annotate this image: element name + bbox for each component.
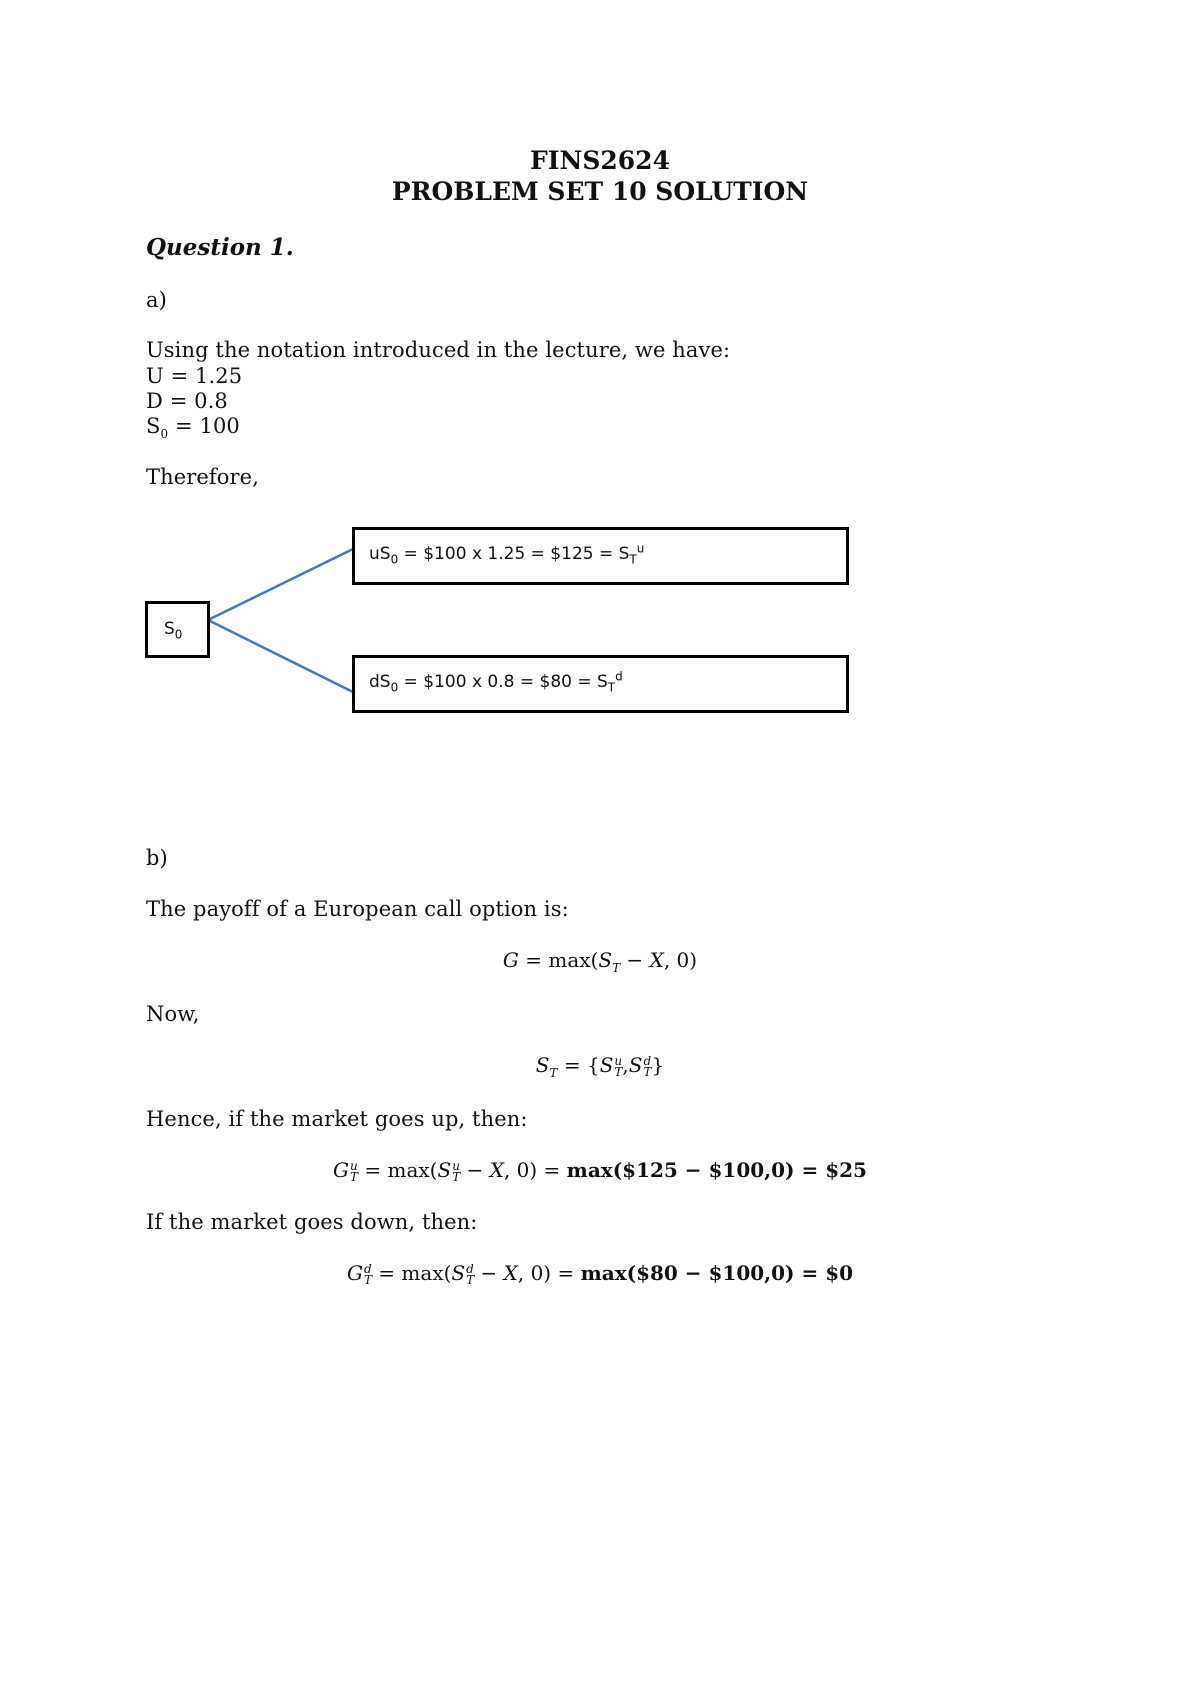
payoff-intro: The payoff of a European call option is: [146,897,569,921]
down-superscript: d [615,669,623,684]
up-payoff-formula: G u T = max(S u T − X, 0) = max($125 − $100,0) = $25 [333,1158,867,1184]
therefore-text: Therefore, [146,465,259,489]
up-prefix-subscript: 0 [390,552,399,567]
now-text: Now, [146,1002,200,1026]
document-title: PROBLEM SET 10 SOLUTION [391,177,809,206]
down-node-label [369,669,623,695]
s0-subscript: 0 [160,427,169,442]
down-node-box [352,655,849,713]
s0-value: = 100 [168,414,240,438]
param-d: D = 0.8 [146,389,228,413]
up-subscript: T [629,552,637,567]
part-b-label: b) [146,846,168,870]
course-code: FINS2624 [530,146,670,175]
down-payoff-formula: G d T = max(S d T − X, 0) = max($80 − $100,0) = $0 [346,1261,854,1287]
s0-symbol: S [146,414,161,438]
param-u: U = 1.25 [146,364,243,388]
up-prefix: uS [369,544,391,564]
down-equation: = $100 x 0.8 = $80 = S [398,672,608,692]
st-formula: $S_T = \{S$ u T ,S d T } [535,1053,665,1080]
root-subscript: 0 [174,627,183,642]
up-node-box [352,527,849,585]
root-symbol: S [164,619,175,639]
down-branch-line [208,620,355,693]
up-market-intro: Hence, if the market goes up, then: [146,1107,528,1131]
down-prefix-subscript: 0 [390,680,399,695]
notation-intro: Using the notation introduced in the lecture, we have: [146,338,731,362]
up-superscript: u [636,541,645,556]
up-branch-line [208,548,355,620]
root-node-label [164,619,183,642]
up-node-label [369,541,645,567]
down-market-intro: If the market goes down, then: [146,1210,478,1234]
question-heading: Question 1. [146,234,294,261]
root-node-box [145,601,210,658]
down-prefix: dS [369,672,391,692]
down-subscript: T [607,680,616,695]
part-a-label: a) [146,288,167,312]
up-equation: = $100 x 1.25 = $125 = S [398,544,630,564]
payoff-formula: $G = \max(S_T - X$, 0) [502,948,698,975]
